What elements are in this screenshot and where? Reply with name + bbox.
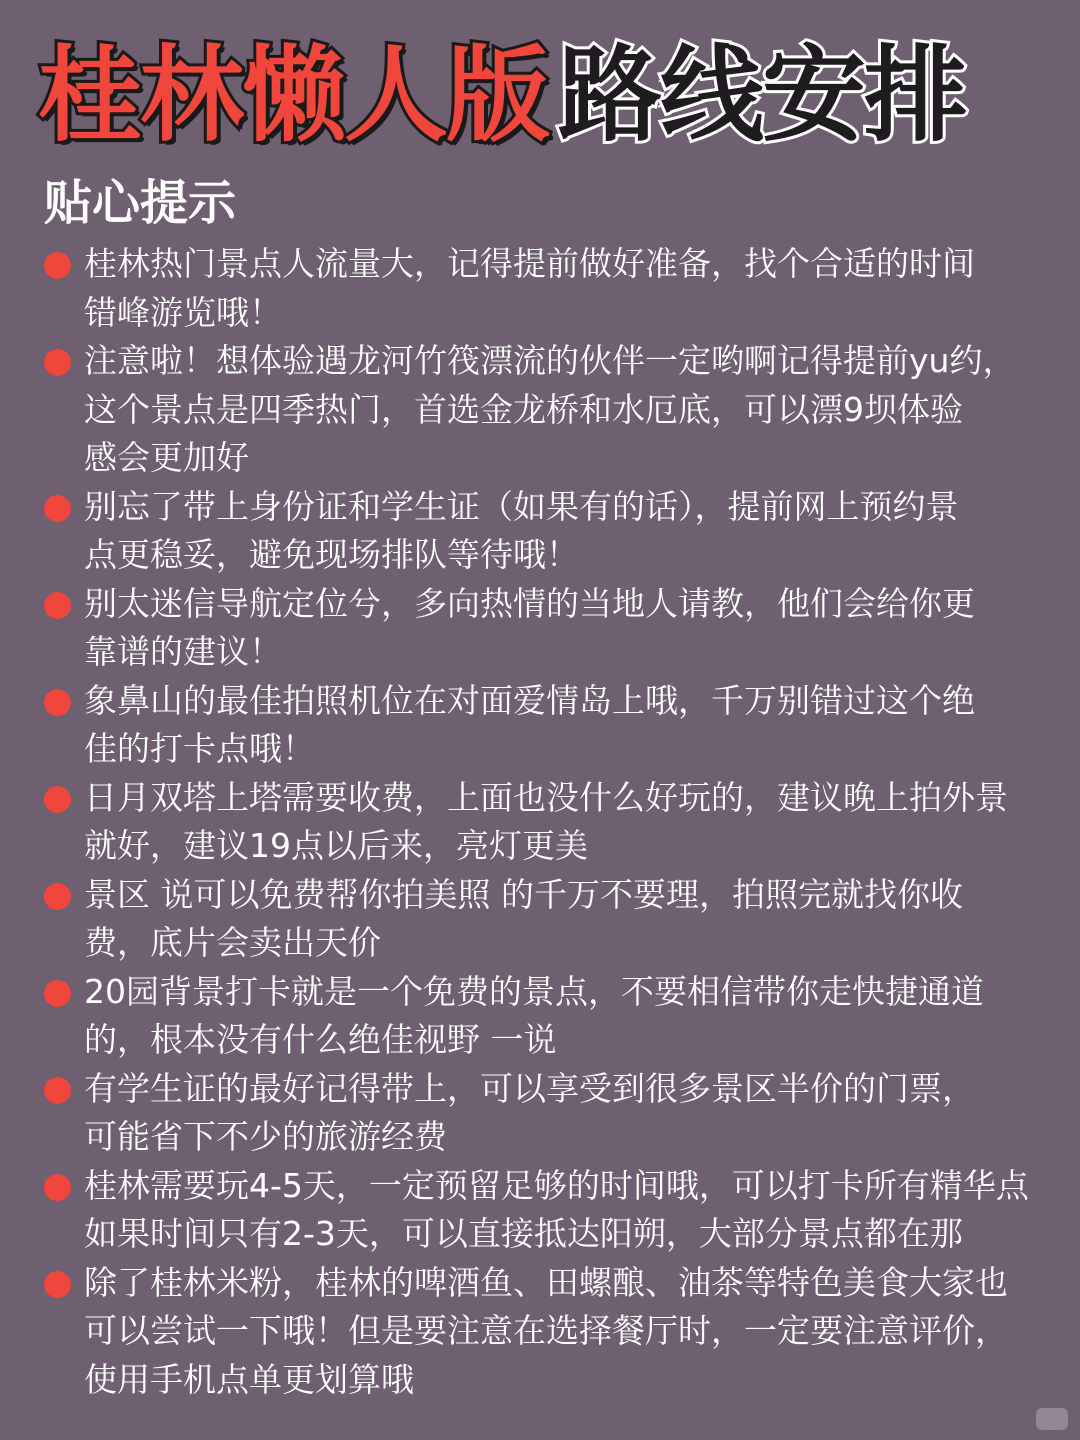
bullet-dot-icon [44,349,71,376]
title-rest: 路线安排 [558,34,967,156]
list-item [40,1259,1050,1405]
list-item [40,1065,1050,1162]
bullet-dot-icon [44,592,71,619]
bullet-dot-icon [44,689,71,716]
list-item [40,240,1050,337]
bullet-dot-icon [44,786,71,813]
list-item [40,677,1050,774]
bullet-dot-icon [44,1174,71,1201]
tip-text: 别太迷信导航定位兮，多向热情的当地人请教，他们会给你更 靠谱的建议！ [84,583,975,671]
tip-text: 桂林热门景点人流量大，记得提前做好准备，找个合适的时间 错峰游览哦！ [84,244,975,332]
tip-text: 日月双塔上塔需要收费，上面也没什么好玩的，建议晚上拍外景 就好，建议19点以后来，亮灯更美 [84,777,1008,865]
tip-text: 桂林需要玩4-5天，一定预留足够的时间哦，可以打卡所有精华点 如果时间只有2-3天，可以直接抵达阳朔，大部分景点都在那 [84,1165,1029,1253]
tip-text: 象鼻山的最佳拍照机位在对面爱情岛上哦，千万别错过这个绝 佳的打卡点哦！ [84,680,975,768]
bullet-dot-icon [44,252,71,279]
list-item [40,1162,1050,1259]
bullet-dot-icon [44,495,71,522]
tip-text: 有学生证的最好记得带上，可以享受到很多景区半价的门票， 可能省下不少的旅游经费 [84,1068,975,1156]
bullet-dot-icon [44,1271,71,1298]
tip-text: 别忘了带上身份证和学生证（如果有的话），提前网上预约景 点更稳妥，避免现场排队等待哦！ [84,486,959,574]
bullet-dot-icon [44,1077,71,1104]
tip-text: 注意啦！想体验遇龙河竹筏漂流的伙伴一定哟啊记得提前yu约， 这个景点是四季热门，首选金龙桥和水厄底，可以漂9坝体验 感会更加好 [84,341,1016,477]
list-item [40,483,1050,580]
bullet-dot-icon [44,980,71,1007]
tip-text: 20园背景打卡就是一个免费的景点，不要相信带你走快捷通道 的，根本没有什么绝佳视野 一说 [84,971,984,1059]
list-item [40,871,1050,968]
tip-text: 除了桂林米粉，桂林的啤酒鱼、田螺酿、油茶等特色美食大家也 可以尝试一下哦！但是要注意在选择餐厅时，一定要注意评价， 使用手机点单更划算哦 [84,1262,1008,1399]
section-heading: 贴心提示 [44,175,237,231]
list-item [40,774,1050,871]
list-item [40,968,1050,1065]
list-item [40,580,1050,677]
title-highlight: 桂林懒人版 [38,34,549,156]
list-item [40,337,1050,483]
watermark-logo-icon [1036,1408,1068,1430]
tips-list [40,240,1050,1404]
page-title [38,30,1068,160]
bullet-dot-icon [44,883,71,910]
tip-text: 景区 说可以免费帮你拍美照 的千万不要理，拍照完就找你收 费，底片会卖出天价 [84,874,963,962]
